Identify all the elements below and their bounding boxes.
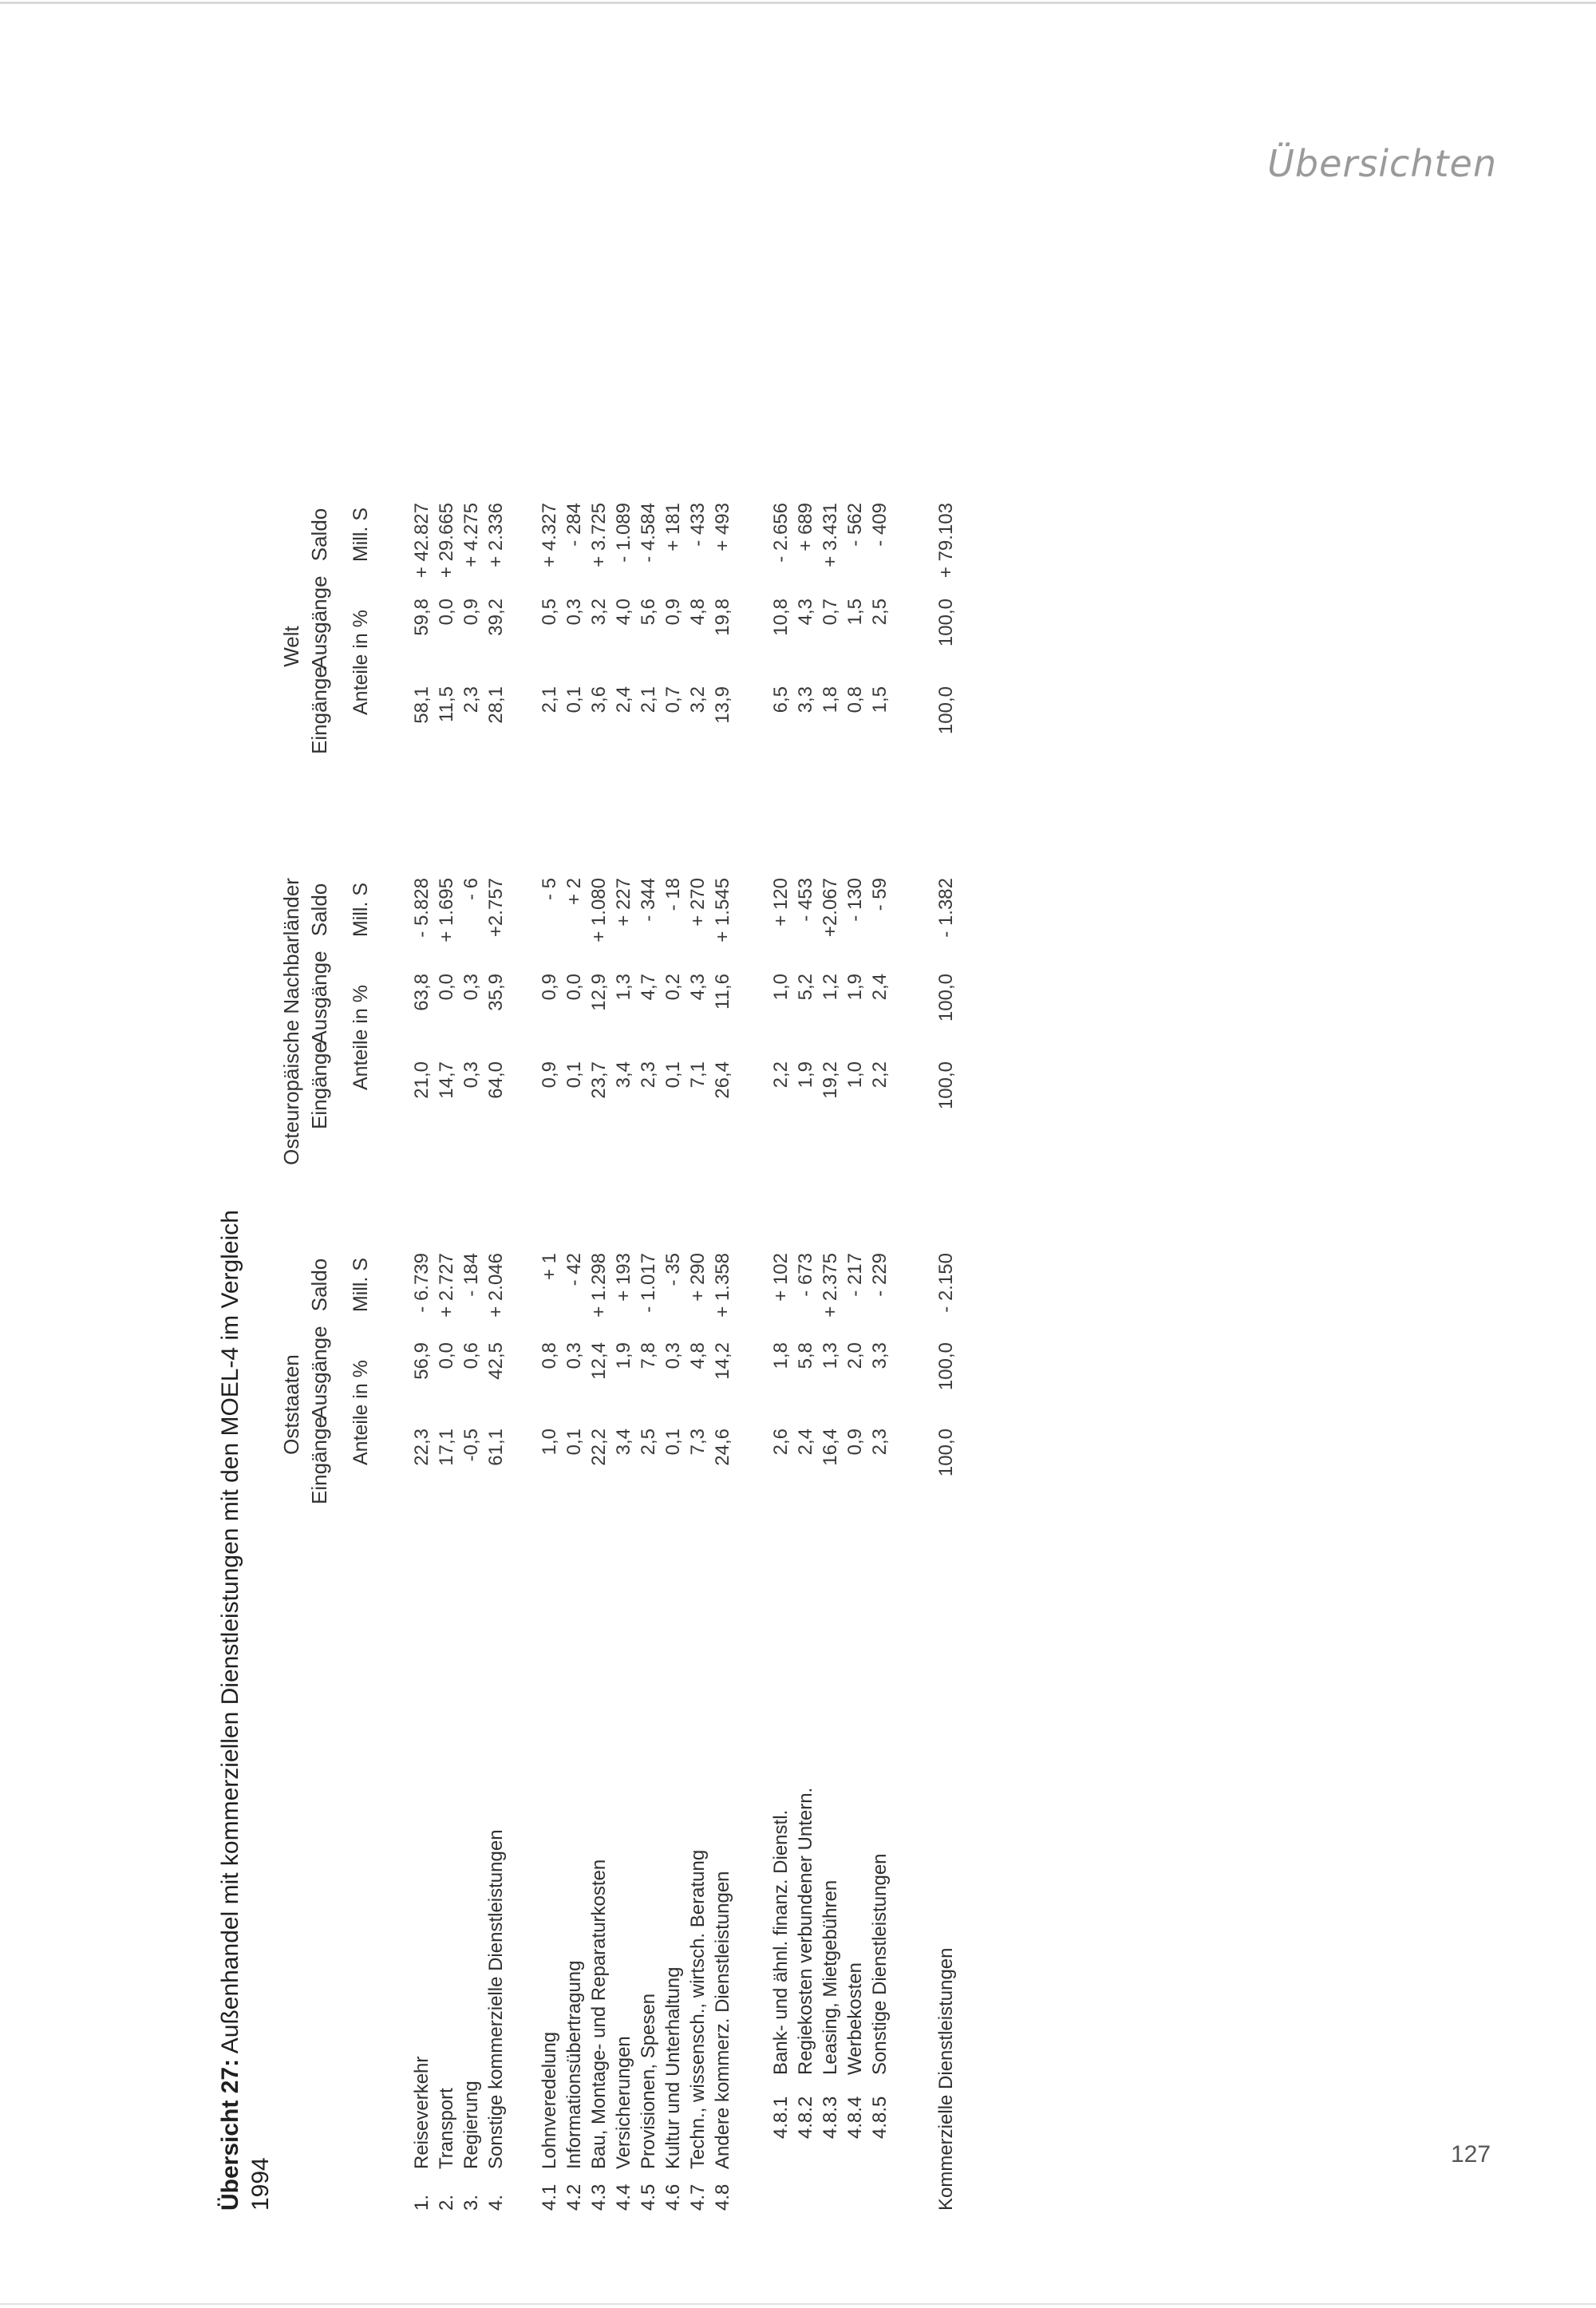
value-cell: + 2.727 [436, 1253, 457, 1318]
value-cell: 1,0 [539, 1429, 560, 1456]
value-cell: 0,1 [662, 1429, 684, 1456]
value-cell: - 42 [563, 1253, 585, 1286]
value-cell: 22,2 [588, 1429, 610, 1466]
unit-label: Anteile in % [350, 1359, 372, 1466]
value-cell: 14,7 [436, 1061, 457, 1099]
value-cell: 0,9 [662, 599, 684, 626]
table-row [411, 295, 437, 2211]
value-cell: 4,0 [613, 599, 634, 626]
value-cell: - 4.584 [638, 503, 659, 563]
group-header: Oststaaten [279, 1354, 303, 1455]
value-cell: 14,2 [712, 1342, 733, 1380]
value-cell: - 1.382 [935, 878, 957, 938]
value-cell: + 1.695 [436, 878, 457, 943]
table-row [770, 295, 796, 2211]
value-cell: 2,1 [539, 686, 560, 713]
value-cell: + 4.327 [539, 503, 560, 567]
value-cell: 2,5 [638, 1429, 659, 1456]
value-cell: 2,2 [869, 1061, 891, 1089]
column-header: Saldo [307, 1258, 331, 1312]
column-header: Eingänge [307, 1417, 331, 1504]
value-cell: - 6 [460, 878, 482, 901]
value-cell: 2,6 [770, 1429, 792, 1456]
table-row [820, 295, 845, 2211]
value-cell: - 453 [795, 878, 816, 922]
row-label: Bank- und ähnl. finanz. Dienstl. [770, 1809, 792, 2075]
value-cell: - 1.089 [613, 503, 634, 563]
row-label: Leasing, Mietgebühren [820, 1879, 841, 2075]
value-cell: 1,9 [613, 1342, 634, 1369]
value-cell: + 42.827 [411, 503, 433, 579]
value-cell: 1,8 [770, 1342, 792, 1369]
value-cell: + 3.431 [820, 503, 841, 567]
value-cell: 4,7 [638, 974, 659, 1001]
value-cell: 1,3 [820, 1342, 841, 1369]
value-cell: 39,2 [485, 599, 507, 636]
value-cell: 0,0 [436, 1342, 457, 1369]
value-cell: - 2.656 [770, 503, 792, 563]
value-cell: 5,6 [638, 599, 659, 626]
value-cell: - 6.739 [411, 1253, 433, 1313]
row-code: 4.3 [588, 2184, 610, 2211]
table-row [485, 295, 511, 2211]
value-cell: - 217 [844, 1253, 866, 1297]
value-cell: 2,0 [844, 1342, 866, 1369]
value-cell: 12,4 [588, 1342, 610, 1380]
value-cell: 7,3 [687, 1429, 709, 1456]
row-code: 2. [436, 2194, 457, 2211]
value-cell: 100,0 [935, 1342, 957, 1391]
value-cell: 1,2 [820, 974, 841, 1001]
value-cell: - 673 [795, 1253, 816, 1297]
row-code: 4.8.2 [795, 2096, 816, 2139]
table-row [436, 295, 461, 2211]
value-cell: 63,8 [411, 974, 433, 1011]
row-code: 4.8.4 [844, 2096, 866, 2139]
value-cell: - 409 [869, 503, 891, 547]
group-header: Welt [279, 626, 303, 667]
value-cell: 6,5 [770, 686, 792, 713]
table-row [935, 295, 961, 2211]
value-cell: 2,4 [869, 974, 891, 1001]
value-cell: 0,9 [844, 1429, 866, 1456]
unit-label: Anteile in % [350, 984, 372, 1091]
table-row [662, 295, 688, 2211]
row-label: Bau, Montage- und Reparaturkosten [588, 1859, 610, 2169]
row-code: 4.2 [563, 2184, 585, 2211]
top-rule [0, 2, 1596, 4]
value-cell: 64,0 [485, 1061, 507, 1099]
value-cell: 100,0 [935, 974, 957, 1022]
value-cell: 3,6 [588, 686, 610, 713]
value-cell: 0,9 [539, 974, 560, 1001]
row-label: Informationsübertragung [563, 1960, 585, 2169]
value-cell: 2,3 [869, 1429, 891, 1456]
column-header: Ausgänge [307, 1326, 331, 1420]
unit-label: Mill. S [350, 882, 372, 938]
row-code: 4.8 [712, 2184, 733, 2211]
value-cell: + 120 [770, 878, 792, 927]
value-cell: - 35 [662, 1253, 684, 1286]
value-cell: 100,0 [935, 686, 957, 735]
value-cell: - 130 [844, 878, 866, 922]
value-cell: 0,1 [563, 1429, 585, 1456]
value-cell: 7,8 [638, 1342, 659, 1369]
value-cell: + 193 [613, 1253, 634, 1302]
value-cell: 0,8 [539, 1342, 560, 1369]
table-caption [215, 1014, 276, 2211]
value-cell: 100,0 [935, 1429, 957, 1477]
row-label: Kultur und Unterhaltung [662, 1966, 684, 2169]
row-label: Regiekosten verbundener Untern. [795, 1787, 816, 2075]
value-cell: 1,3 [613, 974, 634, 1001]
row-code: 3. [460, 2194, 482, 2211]
row-label: Andere kommerz. Dienstleistungen [712, 1871, 733, 2169]
row-code: 4.1 [539, 2184, 560, 2211]
value-cell: 2,5 [869, 599, 891, 626]
value-cell: 26,4 [712, 1061, 733, 1099]
value-cell: 1,5 [844, 599, 866, 626]
value-cell: - 184 [460, 1253, 482, 1297]
value-cell: 28,1 [485, 686, 507, 724]
column-header: Saldo [307, 883, 331, 937]
value-cell: - 229 [869, 1253, 891, 1297]
value-cell: 3,2 [687, 686, 709, 713]
value-cell: + 3.725 [588, 503, 610, 567]
value-cell: + 181 [662, 503, 684, 551]
value-cell: 2,2 [770, 1061, 792, 1089]
value-cell: + 2.046 [485, 1253, 507, 1318]
value-cell: 3,4 [613, 1429, 634, 1456]
value-cell: 0,5 [539, 599, 560, 626]
rotated-table-page [215, 263, 982, 2211]
page-number: 127 [1451, 2141, 1491, 2168]
value-cell: 12,9 [588, 974, 610, 1011]
value-cell: 35,9 [485, 974, 507, 1011]
row-code: 4.8.1 [770, 2096, 792, 2139]
column-header: Eingänge [307, 1041, 331, 1129]
value-cell: + 79.103 [935, 503, 957, 579]
value-cell: 58,1 [411, 686, 433, 724]
value-cell: 0,0 [436, 599, 457, 626]
section-title: Übersichten [1267, 142, 1497, 185]
table-row [638, 295, 663, 2211]
value-cell: + 689 [795, 503, 816, 551]
row-label: Transport [436, 2088, 457, 2169]
unit-label: Mill. S [350, 1257, 372, 1313]
value-cell: 5,8 [795, 1342, 816, 1369]
value-cell: 100,0 [935, 1061, 957, 1110]
value-cell: - 5.828 [411, 878, 433, 938]
value-cell: 42,5 [485, 1342, 507, 1380]
column-header: Saldo [307, 508, 331, 562]
value-cell: 24,6 [712, 1429, 733, 1466]
value-cell: 19,8 [712, 599, 733, 636]
row-label: Sonstige Dienstleistungen [869, 1853, 891, 2075]
value-cell: + 2.375 [820, 1253, 841, 1318]
value-cell: 0,1 [563, 686, 585, 713]
row-label: Kommerzielle Dienstleistungen [935, 1947, 957, 2211]
row-code: 4.5 [638, 2184, 659, 2211]
row-code: 4.7 [687, 2184, 709, 2211]
value-cell: 0,9 [539, 1061, 560, 1089]
value-cell: 1,0 [770, 974, 792, 1001]
value-cell: 1,0 [844, 1061, 866, 1089]
value-cell: 0,0 [563, 974, 585, 1001]
value-cell: - 562 [844, 503, 866, 547]
value-cell: 16,4 [820, 1429, 841, 1466]
value-cell: 1,5 [869, 686, 891, 713]
row-label: Versicherungen [613, 2036, 634, 2169]
table-row [588, 295, 614, 2211]
row-code: 4.8.3 [820, 2096, 841, 2139]
table-row [844, 295, 870, 2211]
value-cell: 7,1 [687, 1061, 709, 1089]
value-cell: 0,9 [460, 599, 482, 626]
row-label: Regierung [460, 2081, 482, 2169]
value-cell: -0,5 [460, 1429, 482, 1462]
value-cell: 19,2 [820, 1061, 841, 1099]
row-label: Provisionen, Spesen [638, 1993, 659, 2169]
value-cell: + 270 [687, 878, 709, 927]
value-cell: 4,3 [687, 974, 709, 1001]
value-cell: - 5 [539, 878, 560, 901]
value-cell: 4,8 [687, 599, 709, 626]
value-cell: 11,5 [436, 686, 457, 722]
value-cell: 0,6 [460, 1342, 482, 1369]
value-cell: 56,9 [411, 1342, 433, 1380]
value-cell: + 493 [712, 503, 733, 551]
row-code: 4.6 [662, 2184, 684, 2211]
value-cell: - 2.150 [935, 1253, 957, 1313]
value-cell: 2,4 [795, 1429, 816, 1456]
value-cell: + 227 [613, 878, 634, 927]
table-row [712, 295, 737, 2211]
value-cell: 0,1 [563, 1061, 585, 1089]
value-cell: 0,3 [563, 1342, 585, 1369]
value-cell: 3,3 [869, 1342, 891, 1369]
value-cell: 1,9 [795, 1061, 816, 1089]
row-code: 1. [411, 2194, 433, 2211]
value-cell: 11,6 [712, 974, 733, 1010]
value-cell: +2.757 [485, 878, 507, 938]
value-cell: 0,3 [662, 1342, 684, 1369]
value-cell: 0,0 [436, 974, 457, 1001]
bottom-rule [0, 2303, 1596, 2305]
value-cell: + 1 [539, 1253, 560, 1281]
row-code: 4.4 [613, 2184, 634, 2211]
value-cell: 3,4 [613, 1061, 634, 1089]
table-row [613, 295, 638, 2211]
value-cell: 0,3 [563, 599, 585, 626]
value-cell: 4,8 [687, 1342, 709, 1369]
table-row [539, 295, 564, 2211]
value-cell: 0,7 [662, 686, 684, 713]
value-cell: - 59 [869, 878, 891, 911]
value-cell: - 344 [638, 878, 659, 922]
table-row [460, 295, 486, 2211]
row-label: Reiseverkehr [411, 2056, 433, 2169]
value-cell: 2,1 [638, 686, 659, 713]
value-cell: + 1.080 [588, 878, 610, 943]
value-cell: 0,3 [460, 1061, 482, 1089]
value-cell: + 4.275 [460, 503, 482, 567]
group-header: Osteuropäische Nachbarländer [279, 878, 303, 1165]
caption-label: Übersicht 27: [217, 2058, 243, 2211]
row-label: Werbekosten [844, 1962, 866, 2075]
value-cell: 2,3 [638, 1061, 659, 1089]
value-cell: 0,1 [662, 1061, 684, 1089]
value-cell: + 1.358 [712, 1253, 733, 1318]
caption-text: Außenhandel mit kommerziellen Dienstleistungen mit den MOEL-4 im Vergleich [217, 1210, 243, 2054]
value-cell: 0,7 [820, 599, 841, 626]
value-cell: 0,2 [662, 974, 684, 1001]
value-cell: - 284 [563, 503, 585, 547]
value-cell: 0,3 [460, 974, 482, 1001]
value-cell: - 18 [662, 878, 684, 911]
value-cell: 2,3 [460, 686, 482, 713]
table-row [563, 295, 589, 2211]
row-label: Lohnveredelung [539, 2031, 560, 2169]
value-cell: + 290 [687, 1253, 709, 1302]
value-cell: 0,8 [844, 686, 866, 713]
column-header: Ausgänge [307, 950, 331, 1045]
value-cell: 22,3 [411, 1429, 433, 1466]
column-header: Eingänge [307, 666, 331, 754]
value-cell: 10,8 [770, 599, 792, 636]
value-cell: 5,2 [795, 974, 816, 1001]
value-cell: 59,8 [411, 599, 433, 636]
value-cell: 21,0 [411, 1061, 433, 1099]
value-cell: 61,1 [485, 1429, 507, 1466]
table-row [795, 295, 820, 2211]
column-header: Ausgänge [307, 575, 331, 670]
value-cell: 1,8 [820, 686, 841, 713]
value-cell: + 2.336 [485, 503, 507, 567]
row-code: 4. [485, 2194, 507, 2211]
table-row [869, 295, 895, 2211]
value-cell: - 433 [687, 503, 709, 547]
value-cell: 4,3 [795, 599, 816, 626]
value-cell: 3,3 [795, 686, 816, 713]
row-label: Techn., wissensch., wirtsch. Beratung [687, 1849, 709, 2169]
value-cell: 2,4 [613, 686, 634, 713]
unit-label: Mill. S [350, 507, 372, 563]
value-cell: +2.067 [820, 878, 841, 938]
value-cell: 3,2 [588, 599, 610, 626]
value-cell: 1,9 [844, 974, 866, 1001]
value-cell: - 1.017 [638, 1253, 659, 1313]
value-cell: + 29.665 [436, 503, 457, 579]
value-cell: 17,1 [436, 1429, 457, 1466]
row-label: Sonstige kommerzielle Dienstleistungen [485, 1829, 507, 2169]
value-cell: + 102 [770, 1253, 792, 1302]
value-cell: 13,9 [712, 686, 733, 724]
value-cell: + 1.298 [588, 1253, 610, 1318]
unit-label: Anteile in % [350, 609, 372, 716]
value-cell: 23,7 [588, 1061, 610, 1099]
table-row [687, 295, 713, 2211]
caption-year: 1994 [247, 2157, 274, 2211]
value-cell: + 1.545 [712, 878, 733, 943]
value-cell: 100,0 [935, 599, 957, 647]
row-code: 4.8.5 [869, 2096, 891, 2139]
value-cell: + 2 [563, 878, 585, 906]
